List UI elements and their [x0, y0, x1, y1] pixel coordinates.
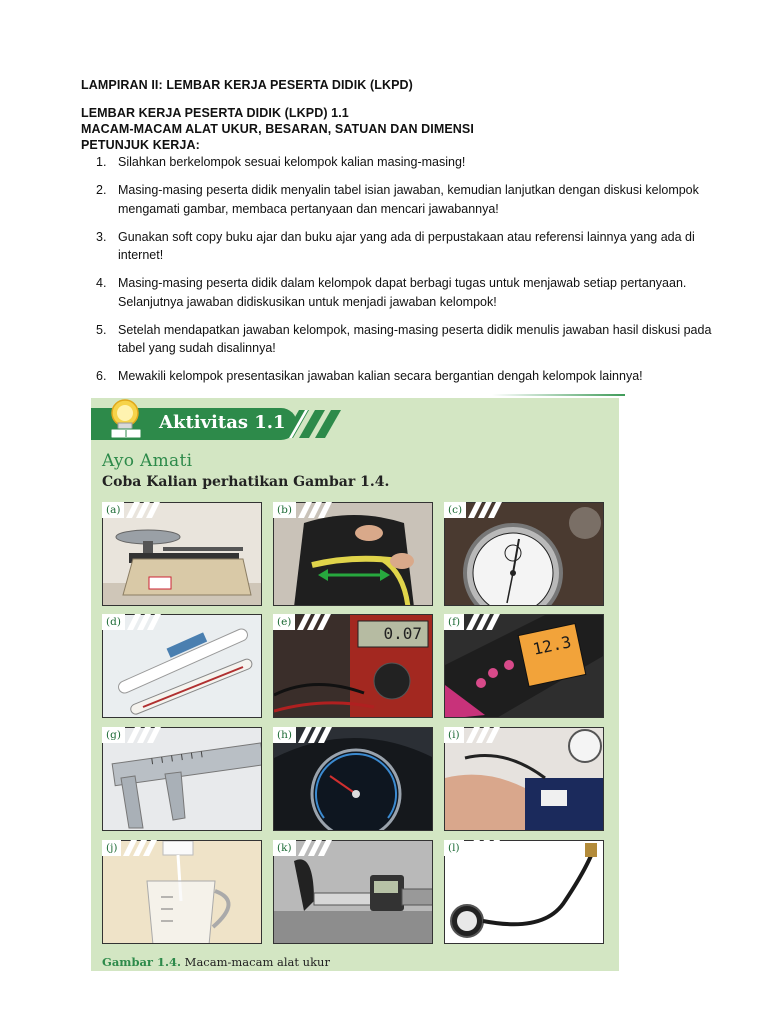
- item-text: Setelah mendapatkan jawaban kelompok, masing-masing peserta didik menulis jawaban hasil diskusi pada tabel yang sudah disalinnya!: [118, 322, 712, 356]
- item-text: Gunakan soft copy buku ajar dan buku ajar yang ada di perpustakaan atau referensi lainnya yang ada di internet!: [118, 229, 695, 263]
- instruction-item: [81, 153, 731, 172]
- activity-instruction: Coba Kalian perhatikan Gambar 1.4.: [102, 474, 390, 490]
- label-text: (i): [444, 727, 464, 743]
- caption-text: Macam-macam alat ukur: [181, 955, 330, 969]
- label-text: (e): [273, 614, 295, 630]
- tile-label-e: [273, 614, 343, 632]
- instruction-list: [81, 153, 731, 396]
- tile-label-l: [444, 840, 514, 858]
- label-text: (j): [102, 840, 121, 856]
- label-text: (c): [444, 502, 466, 518]
- digital-meter-readout: 12.3: [531, 632, 573, 659]
- lightbulb-icon: [101, 398, 147, 442]
- decorative-line: [492, 394, 625, 396]
- tile-label-a: [102, 502, 172, 520]
- instruction-item: [81, 181, 731, 218]
- stripes-tag-icon: [121, 840, 161, 856]
- multimeter-readout: 0.07: [383, 624, 422, 643]
- stripes-tag-icon: [295, 614, 335, 630]
- tile-label-f: [444, 614, 514, 632]
- tile-label-i: [444, 727, 514, 745]
- item-number: 3.: [96, 229, 107, 244]
- item-number: 4.: [96, 276, 107, 291]
- instruction-item: [81, 274, 731, 311]
- label-text: (b): [273, 502, 296, 518]
- label-text: (f): [444, 614, 464, 630]
- caption-prefix: Gambar 1.4.: [102, 955, 182, 969]
- tile-label-g: [102, 727, 172, 745]
- lkpd-title: LEMBAR KERJA PESERTA DIDIK (LKPD) 1.1: [81, 106, 349, 120]
- stripes-tag-icon: [296, 840, 336, 856]
- label-text: (l): [444, 840, 464, 856]
- item-text: Masing-masing peserta didik dalam kelompok dapat berbagi tugas untuk menjawab setiap pertanyaan. Selanjutnya jawaban didiskusikan untuk menjadi jawaban kelompok!: [118, 276, 687, 309]
- item-text: Silahkan berkelompok sesuai kelompok kalian masing-masing!: [118, 155, 466, 169]
- stripes-tag-icon: [296, 502, 336, 518]
- petunjuk-heading: PETUNJUK KERJA:: [81, 138, 200, 152]
- stripes-tag-icon: [125, 614, 165, 630]
- stripes-tag-icon: [124, 502, 164, 518]
- instruction-item: [81, 367, 731, 386]
- tile-label-h: [273, 727, 343, 745]
- stripes-tag-icon: [464, 614, 504, 630]
- instruction-item: [81, 321, 731, 358]
- tile-label-b: [273, 502, 343, 520]
- activity-title: Aktivitas 1.1: [159, 412, 286, 433]
- lampiran-heading: LAMPIRAN II: LEMBAR KERJA PESERTA DIDIK (LKPD): [81, 78, 413, 92]
- stripes-tag-icon: [464, 840, 504, 856]
- label-text: (g): [102, 727, 125, 743]
- tile-label-k: [273, 840, 343, 858]
- stripes-tag-icon: [466, 502, 506, 518]
- tile-label-d: [102, 614, 172, 632]
- label-text: (k): [273, 840, 296, 856]
- activity-subtitle: Ayo Amati: [102, 451, 193, 471]
- topic-heading: MACAM-MACAM ALAT UKUR, BESARAN, SATUAN DAN DIMENSI: [81, 122, 474, 136]
- item-text: Masing-masing peserta didik menyalin tabel isian jawaban, kemudian lanjutkan dengan diskusi kelompok mengamati gambar, membaca pertanyaan dan mencari jawabannya!: [118, 183, 699, 216]
- label-text: (a): [102, 502, 124, 518]
- item-number: 6.: [96, 369, 107, 384]
- tile-label-c: [444, 502, 514, 520]
- activity-panel: [91, 398, 619, 971]
- item-text: Mewakili kelompok presentasikan jawaban kalian secara bergantian dengah kelompok lainnya!: [118, 369, 643, 384]
- instruction-item: [81, 228, 731, 265]
- item-number: 5.: [96, 322, 107, 337]
- figure-caption: [102, 955, 330, 969]
- label-text: (d): [102, 614, 125, 630]
- stripes-tag-icon: [464, 727, 504, 743]
- tile-label-j: [102, 840, 172, 858]
- item-number: 2.: [96, 183, 107, 198]
- stripes-tag-icon: [296, 727, 336, 743]
- item-number: 1.: [96, 155, 107, 169]
- label-text: (h): [273, 727, 296, 743]
- stripes-tag-icon: [125, 727, 165, 743]
